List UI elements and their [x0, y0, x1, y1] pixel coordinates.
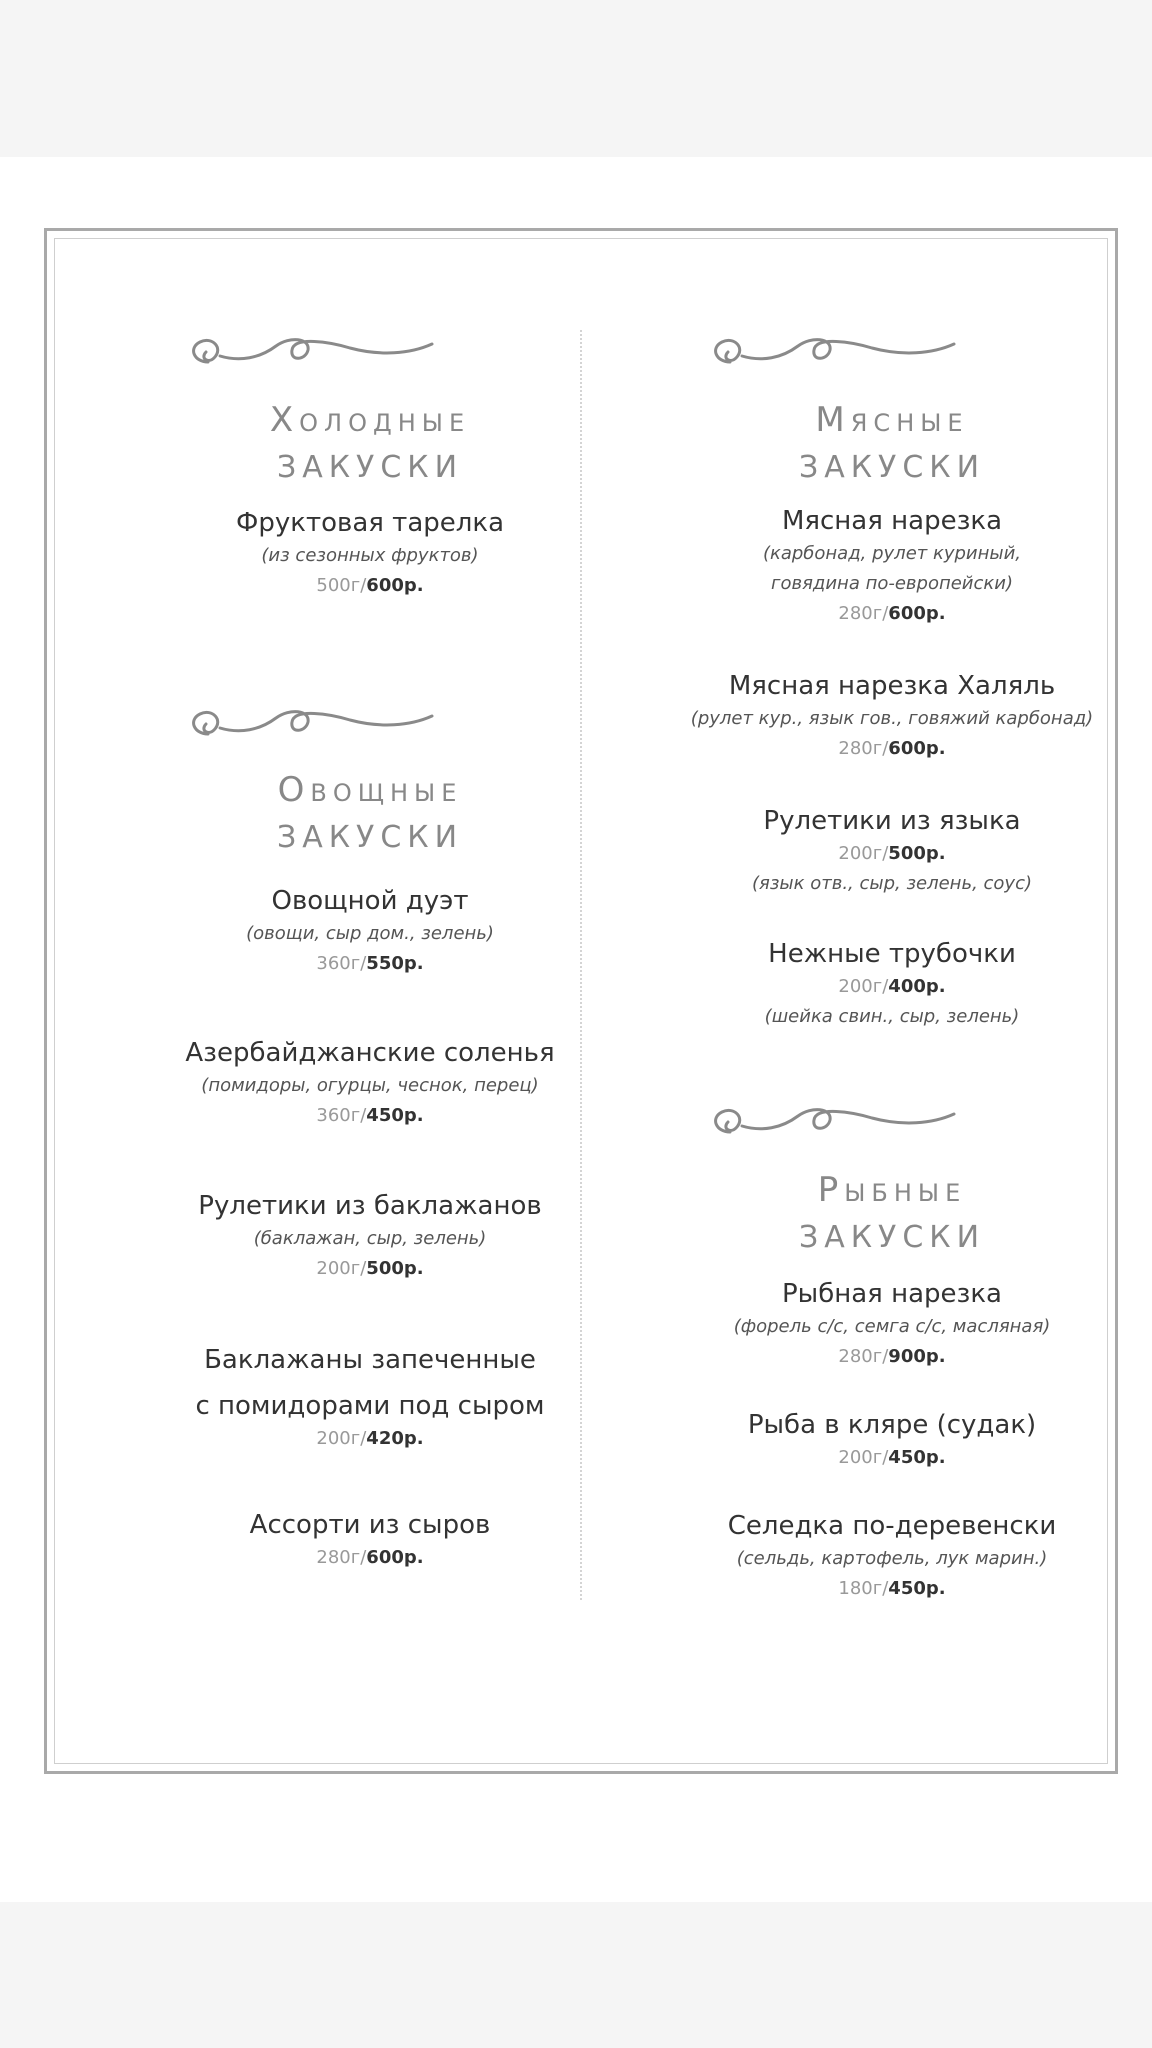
item-weight: 280г/ [838, 738, 889, 759]
item-desc: (шейка свин., сыр, зелень) [764, 1006, 1020, 1027]
item-price [90, 1254, 650, 1284]
item-desc: (карбонад, рулет куриный, [762, 543, 1022, 564]
item-price [90, 1543, 650, 1573]
item-cost: 420р. [366, 1428, 424, 1449]
item-desc: (сельдь, картофель, лук марин.) [736, 1548, 1048, 1569]
item-cost: 450р. [888, 1578, 946, 1599]
item-weight: 200г/ [316, 1428, 367, 1449]
item-weight: 280г/ [838, 1346, 889, 1367]
item-desc: (рулет кур., язык гов., говяжий карбонад) [690, 708, 1094, 729]
flourish-ornament-icon [702, 1088, 962, 1148]
item-desc: (овощи, сыр дом., зелень) [246, 923, 494, 944]
item-desc: говядина по-европейски) [771, 573, 1013, 594]
menu-item [90, 1507, 650, 1573]
item-name: Мясная нарезка Халяль [728, 671, 1056, 701]
item-price [612, 599, 1152, 629]
item-cost: 400р. [888, 976, 946, 997]
item-price [612, 1443, 1152, 1473]
menu-item [90, 883, 650, 979]
item-cost: 450р. [888, 1447, 946, 1468]
menu-item [612, 668, 1152, 764]
item-weight: 200г/ [838, 1447, 889, 1468]
menu-item [90, 1035, 650, 1131]
item-desc: (из сезонных фруктов) [261, 545, 479, 566]
item-weight: 280г/ [316, 1547, 367, 1568]
item-name: Мясная нарезка [781, 506, 1003, 536]
item-price [612, 1574, 1152, 1604]
item-name: Фруктовая тарелка [235, 508, 505, 538]
menu-item [612, 1407, 1152, 1473]
item-name: Рыба в кляре (судак) [747, 1410, 1037, 1440]
menu-item [612, 1276, 1152, 1372]
menu-item [612, 936, 1152, 1032]
item-weight: 180г/ [838, 1578, 889, 1599]
item-name: Азербайджанские соленья [185, 1038, 555, 1068]
menu-item [612, 803, 1152, 899]
menu-item [612, 1508, 1152, 1604]
flourish-ornament-icon [180, 318, 440, 378]
section-title-line2: ЗАКУСКИ [276, 820, 464, 855]
item-name: Нежные трубочки [768, 939, 1016, 969]
item-name: Селедка по-деревенски [727, 1511, 1057, 1541]
item-desc: (язык отв., сыр, зелень, соус) [751, 873, 1032, 894]
menu-item [90, 505, 650, 601]
menu-item [90, 1342, 650, 1454]
section-title-line2: ЗАКУСКИ [798, 1220, 986, 1255]
section-title-cold [120, 396, 620, 492]
item-name: Овощной дуэт [271, 886, 469, 916]
item-cost: 500р. [888, 843, 946, 864]
section-title-line1: Мясные [815, 400, 969, 440]
item-weight: 200г/ [838, 843, 889, 864]
item-cost: 550р. [366, 953, 424, 974]
item-desc: (баклажан, сыр, зелень) [253, 1228, 487, 1249]
item-cost: 600р. [366, 575, 424, 596]
item-desc: (помидоры, огурцы, чеснок, перец) [201, 1075, 539, 1096]
item-name: Баклажаны запеченные [204, 1345, 536, 1375]
item-price [612, 839, 1152, 869]
item-weight: 500г/ [316, 575, 367, 596]
item-price [612, 972, 1152, 1002]
item-desc: (форель с/с, семга с/с, масляная) [733, 1316, 1051, 1337]
section-title-line1: Овощные [277, 770, 463, 810]
item-name: с помидорами под сыром [195, 1391, 545, 1421]
item-cost: 450р. [366, 1105, 424, 1126]
item-price [90, 571, 650, 601]
item-name: Рыбная нарезка [782, 1279, 1002, 1309]
section-title-line1: Рыбные [817, 1170, 967, 1210]
item-name: Рулетики из баклажанов [198, 1191, 542, 1221]
item-cost: 600р. [366, 1547, 424, 1568]
menu-item [90, 1188, 650, 1284]
item-price [90, 949, 650, 979]
menu-item [612, 503, 1152, 629]
section-title-line2: ЗАКУСКИ [276, 450, 464, 485]
item-price [90, 1424, 650, 1454]
section-title-line1: Холодные [269, 400, 471, 440]
item-price [90, 1101, 650, 1131]
item-name: Рулетики из языка [763, 806, 1021, 836]
item-weight: 360г/ [316, 1105, 367, 1126]
item-weight: 200г/ [316, 1258, 367, 1279]
section-title-meat [642, 396, 1142, 492]
item-cost: 600р. [888, 738, 946, 759]
section-title-fish [642, 1166, 1142, 1262]
item-cost: 500р. [366, 1258, 424, 1279]
section-title-line2: ЗАКУСКИ [798, 450, 986, 485]
item-cost: 900р. [888, 1346, 946, 1367]
item-weight: 200г/ [838, 976, 889, 997]
flourish-ornament-icon [180, 690, 440, 750]
section-title-vegetable [120, 766, 620, 862]
item-weight: 280г/ [838, 603, 889, 624]
flourish-ornament-icon [702, 318, 962, 378]
item-weight: 360г/ [316, 953, 367, 974]
item-price [612, 734, 1152, 764]
item-price [612, 1342, 1152, 1372]
item-name: Ассорти из сыров [249, 1510, 491, 1540]
item-cost: 600р. [888, 603, 946, 624]
